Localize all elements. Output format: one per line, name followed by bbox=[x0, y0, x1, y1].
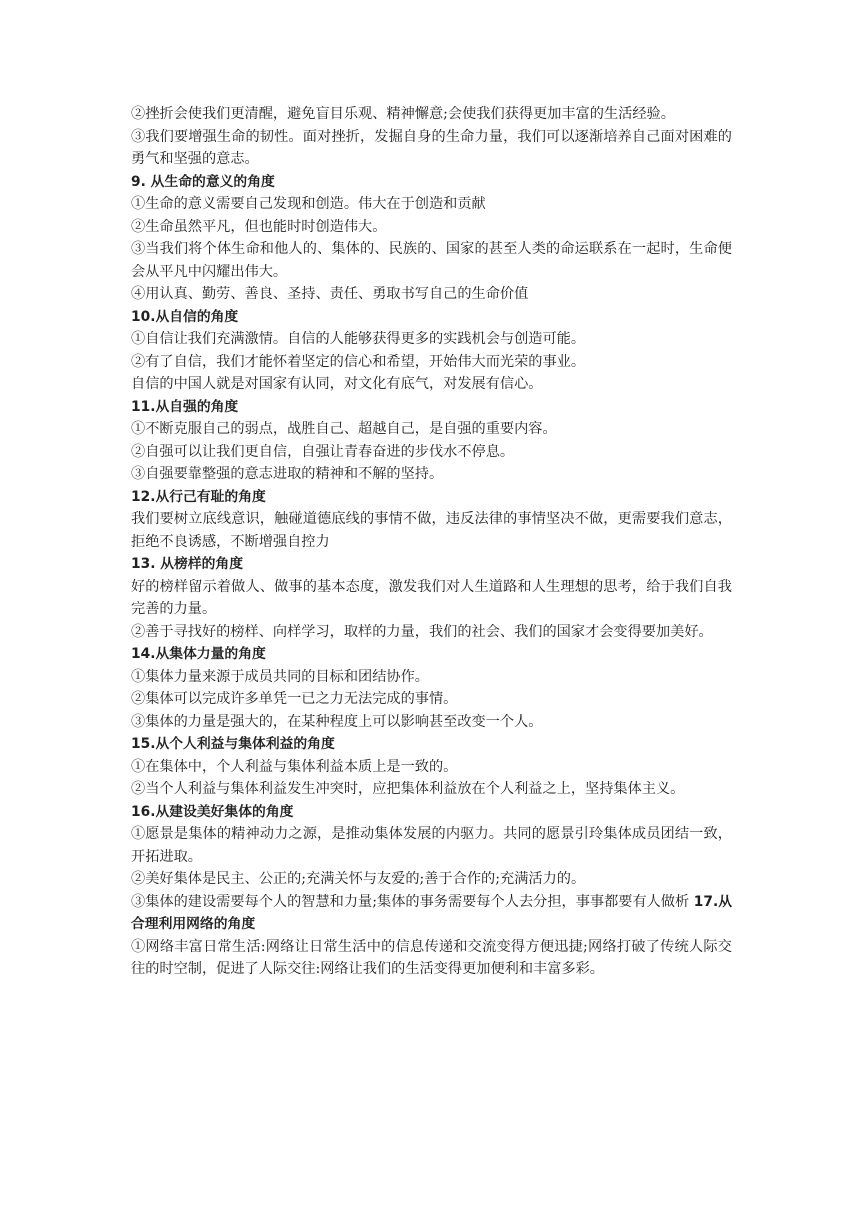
document-body bbox=[131, 103, 732, 981]
paragraph-with-inline-heading bbox=[131, 891, 732, 936]
paragraph: ②自强可以让我们更自信，自强让青春奋进的步伐水不停息。 bbox=[131, 443, 515, 460]
paragraph: ①不断克服自己的弱点，战胜自己、超越自己，是自强的重要内容。 bbox=[131, 421, 557, 437]
paragraph: ①在集体中，个人利益与集体利益本质上是一致的。 bbox=[131, 758, 458, 775]
paragraph: ③当我们将个体生命和他人的、集体的、民族的、国家的甚至人类的命运联系在一起时，生命便会从平凡中闪耀出伟大。 bbox=[131, 241, 732, 280]
paragraph: ②善于寻找好的榜样、向样学习，取样的力量，我们的社会、我们的国家才会变得要加美好。 bbox=[131, 623, 713, 640]
paragraph-text: ③集体的建设需要每个人的智慧和力量;集体的事务需要每个人去分担，事事都要有人做析 bbox=[131, 893, 694, 910]
paragraph: ①网络丰富日常生活:网络让日常生活中的信息传递和交流变得方便迅捷;网络打破了传统人际交往的时空制，促进了人际交往:网络让我们的生活变得更加便利和丰富多彩。 bbox=[131, 938, 732, 977]
paragraph: ②生命虽然平凡，但也能时时创造伟大。 bbox=[131, 218, 387, 235]
section-heading: 11.从自强的角度 bbox=[131, 398, 239, 415]
paragraph: ②有了自信，我们才能怀着坚定的信心和希望，开始伟大而光荣的事业。 bbox=[131, 353, 586, 370]
paragraph: 我们要树立底线意识，触碰道德底线的事情不做，违反法律的事情坚决不做，更需要我们意志，拒绝不良诱感，不断增强自控力 bbox=[131, 511, 732, 550]
paragraph: ④用认真、勤劳、善良、圣持、责任、勇取书写自己的生命价值 bbox=[131, 286, 529, 302]
paragraph: ①愿景是集体的精神动力之源，是推动集体发展的内驱力。共同的愿景引玲集体成员团结一致，开拓进取。 bbox=[131, 826, 732, 865]
section-heading: 16.从建设美好集体的角度 bbox=[131, 803, 294, 820]
paragraph: ②美好集体是民主、公正的;充满关怀与友爱的;善于合作的;充满活力的。 bbox=[131, 871, 586, 887]
paragraph: ②集体可以完成许多单凭一已之力无法完成的事情。 bbox=[131, 691, 458, 707]
section-heading: 13. 从榜样的角度 bbox=[131, 556, 244, 572]
paragraph: 好的榜样留示着做人、做事的基本态度，激发我们对人生道路和人生理想的思考，给于我们自我完善的力量。 bbox=[131, 578, 732, 617]
paragraph: ②挫折会使我们更清醒，避免盲目乐观、精神懈意;会使我们获得更加丰富的生活经验。 bbox=[131, 106, 675, 122]
section-heading: 10.从自信的角度 bbox=[131, 308, 239, 325]
paragraph: ③集体的力量是强大的，在某种程度上可以影响甚至改变一个人。 bbox=[131, 713, 543, 730]
paragraph: ③我们要增强生命的韧性。面对挫折，发掘自身的生命力量，我们可以逐渐培养自己面对困难的勇气和坚强的意志。 bbox=[131, 128, 732, 167]
section-heading: 12.从行己有耻的角度 bbox=[131, 488, 266, 505]
section-heading: 15.从个人利益与集体利益的角度 bbox=[131, 736, 335, 752]
paragraph: ①生命的意义需要自己发现和创造。伟大在于创造和贡献 bbox=[131, 196, 486, 212]
paragraph: 自信的中国人就是对国家有认同，对文化有底气，对发展有信心。 bbox=[131, 376, 543, 392]
section-heading: 9. 从生命的意义的角度 bbox=[131, 173, 275, 190]
section-heading: 17.从合理利用网络的角度 bbox=[131, 893, 732, 932]
paragraph: ②当个人利益与集体利益发生冲突时，应把集体利益放在个人利益之上，坚持集体主义。 bbox=[131, 781, 685, 797]
paragraph: ①自信让我们充满激情。自信的人能够获得更多的实践机会与创造可能。 bbox=[131, 331, 586, 347]
paragraph: ③自强要靠整强的意志进取的精神和不解的坚持。 bbox=[131, 466, 444, 482]
paragraph: ①集体力量来源于成员共同的目标和团结协作。 bbox=[131, 668, 429, 685]
section-heading: 14.从集体力量的角度 bbox=[131, 646, 266, 662]
